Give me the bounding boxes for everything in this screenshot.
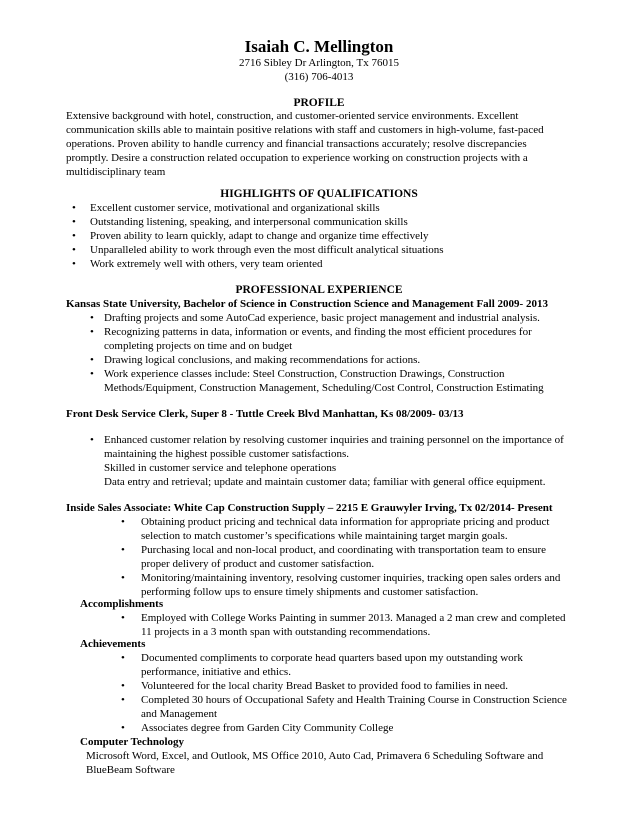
bullet-icon: •: [90, 326, 94, 338]
applicant-phone: (316) 706-4013: [284, 71, 354, 83]
whitecap-item: Monitoring/maintaining inventory, resolving customer inquiries, tracking open sales orders and: [141, 572, 561, 584]
achievement-item: Documented compliments to corporate head quarters based upon my outstanding work: [141, 652, 523, 664]
accomplishment-item: Employed with College Works Painting in summer 2013. Managed a 2 man crew and completed: [141, 612, 566, 624]
bullet-icon: •: [121, 722, 125, 734]
whitecap-item: Purchasing local and non-local product, and coordinating with transportation team to ensure: [141, 544, 547, 556]
kstate-item: Recognizing patterns in data, information or events, and finding the most efficient procedures for: [104, 326, 532, 338]
bullet-icon: •: [121, 652, 125, 664]
frontdesk-line: Data entry and retrieval; update and maintain customer data; familiar with general office equipment.: [104, 476, 546, 488]
whitecap-item-cont: performing follow ups to ensure timely shipments and customer satisfaction.: [141, 586, 479, 598]
highlight-item: Outstanding listening, speaking, and interpersonal communication skills: [90, 216, 408, 228]
highlight-item: Work extremely well with others, very team oriented: [90, 258, 323, 270]
achievements-heading: Achievements: [80, 638, 146, 650]
bullet-icon: •: [90, 368, 94, 380]
frontdesk-title: Front Desk Service Clerk, Super 8 - Tuttle Creek Blvd Manhattan, Ks 08/2009- 03/13: [66, 408, 464, 420]
computer-line: Microsoft Word, Excel, and Outlook, MS Office 2010, Auto Cad, Primavera 6 Scheduling Software and: [86, 750, 544, 762]
applicant-name: Isaiah C. Mellington: [244, 37, 394, 56]
kstate-item: Work experience classes include: Steel Construction, Construction Drawings, Construction: [104, 368, 505, 380]
achievement-item-cont: performance, initiative and ethics.: [141, 666, 291, 678]
kstate-item-cont: completing projects on time and on budget: [104, 340, 293, 352]
accomplishment-item-cont: 11 projects in a 3 month span with outstanding recommendations.: [141, 626, 431, 638]
whitecap-item-cont: selection to match customer’s specifications while maintaining target margin goals.: [141, 530, 508, 542]
bullet-icon: •: [121, 516, 125, 528]
bullet-icon: •: [121, 680, 125, 692]
experience-heading: PROFESSIONAL EXPERIENCE: [235, 284, 403, 296]
highlight-item: Excellent customer service, motivational and organizational skills: [90, 202, 380, 214]
profile-line: Extensive background with hotel, construction, and customer-oriented service environments. Excellent: [66, 110, 519, 122]
bullet-icon: •: [121, 694, 125, 706]
applicant-address: 2716 Sibley Dr Arlington, Tx 76015: [239, 57, 399, 69]
bullet-icon: •: [72, 244, 76, 256]
bullet-icon: •: [72, 258, 76, 270]
computer-heading: Computer Technology: [80, 736, 185, 748]
whitecap-title: Inside Sales Associate: White Cap Construction Supply – 2215 E Grauwyler Irving, Tx 02/2014- Present: [66, 502, 553, 514]
bullet-icon: •: [72, 216, 76, 228]
achievement-item-cont: and Management: [141, 708, 218, 720]
bullet-icon: •: [121, 612, 125, 624]
profile-line: promptly. Desire a construction related occupation to experience working on construction projects with a: [66, 152, 528, 164]
bullet-icon: •: [90, 312, 94, 324]
profile-heading: PROFILE: [293, 97, 345, 109]
achievement-item: Volunteered for the local charity Bread Basket to provided food to families in need.: [141, 680, 508, 692]
frontdesk-line: Skilled in customer service and telephone operations: [104, 462, 337, 474]
bullet-icon: •: [90, 354, 94, 366]
frontdesk-line: Enhanced customer relation by resolving customer inquiries and training personnel on the importance of: [104, 434, 564, 446]
profile-line: operations. Proven ability to handle currency and financial transactions accurately; resolve discrepancies: [66, 138, 527, 150]
bullet-icon: •: [72, 230, 76, 242]
bullet-icon: •: [121, 544, 125, 556]
kstate-item: Drawing logical conclusions, and making recommendations for actions.: [104, 354, 421, 366]
kstate-item-cont: Methods/Equipment, Construction Management, Scheduling/Cost Control, Construction Estimating: [104, 382, 544, 394]
frontdesk-line: maintaining the highest possible customer satisfactions.: [104, 448, 350, 460]
highlight-item: Unparalleled ability to work through even the most difficult analytical situations: [90, 244, 444, 256]
whitecap-item-cont: proper delivery of product and customer satisfaction.: [141, 558, 375, 570]
kstate-item: Drafting projects and some AutoCad experience, basic project management and industrial analysis.: [104, 312, 540, 324]
accomplishments-heading: Accomplishments: [80, 598, 164, 610]
whitecap-item: Obtaining product pricing and technical data information for appropriate pricing and product: [141, 516, 550, 528]
bullet-icon: •: [90, 434, 94, 446]
profile-line: multidisciplinary team: [66, 166, 166, 178]
kstate-title: Kansas State University, Bachelor of Science in Construction Science and Management Fall 2009- 2013: [66, 298, 548, 310]
bullet-icon: •: [121, 572, 125, 584]
bullet-icon: •: [72, 202, 76, 214]
achievement-item: Completed 30 hours of Occupational Safety and Health Training Course in Construction Science: [141, 694, 567, 706]
profile-line: communication skills able to maintain positive relations with staff and customers in high-volume, fast-paced: [66, 124, 544, 136]
highlight-item: Proven ability to learn quickly, adapt to change and organize time effectively: [90, 230, 429, 242]
achievement-item: Associates degree from Garden City Community College: [141, 722, 394, 734]
highlights-heading: HIGHLIGHTS OF QUALIFICATIONS: [220, 188, 418, 200]
computer-line: BlueBeam Software: [86, 764, 175, 776]
